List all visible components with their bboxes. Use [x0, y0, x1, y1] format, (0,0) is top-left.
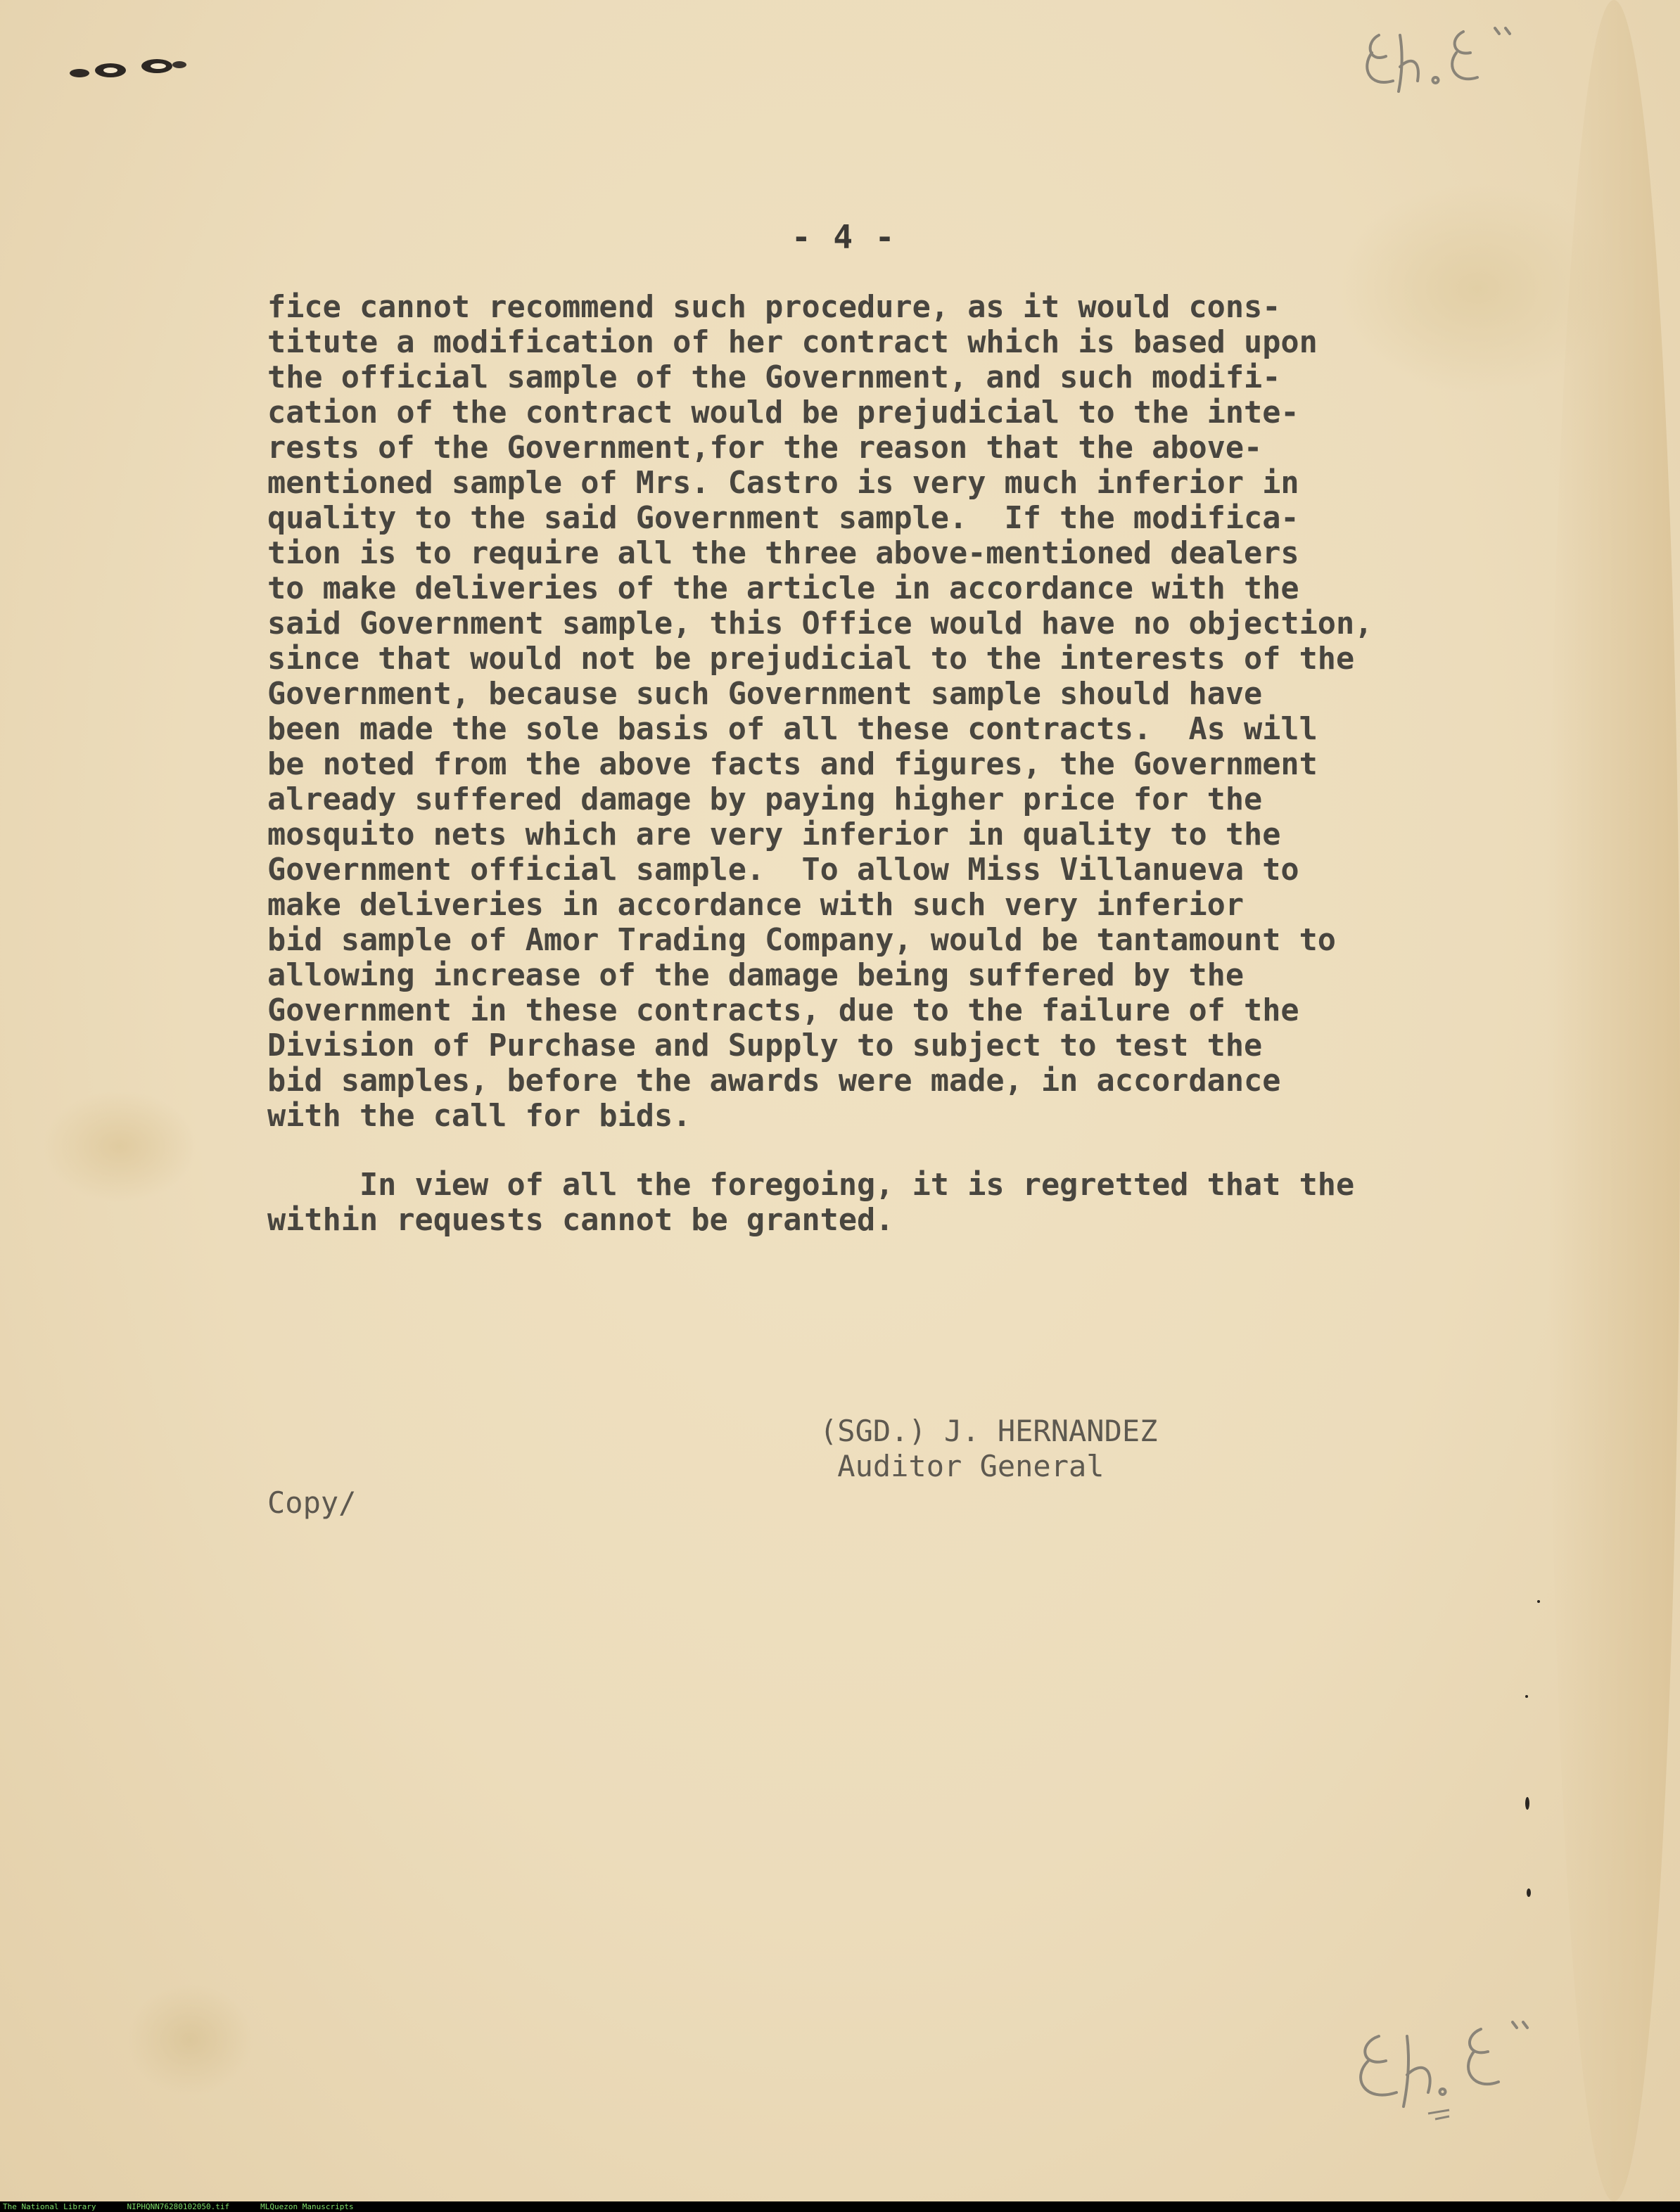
- body-line: Government official sample. To allow Miss Villanueva to: [267, 852, 1299, 888]
- body-line: titute a modification of her contract which is based upon: [267, 325, 1318, 360]
- body-line: to make deliveries of the article in accordance with the: [267, 571, 1299, 606]
- body-paragraph: [267, 290, 1534, 1134]
- burn-hole-marks: [67, 58, 193, 84]
- body-line: cation of the contract would be prejudicial to the inte-: [267, 395, 1299, 430]
- closing-line: within requests cannot be granted.: [267, 1203, 894, 1238]
- handwritten-initials-top: [1351, 14, 1555, 106]
- body-line: rests of the Government,for the reason that the above-: [267, 430, 1263, 466]
- body-line: mosquito nets which are very inferior in quality to the: [267, 817, 1281, 852]
- paper-stain: [42, 1090, 197, 1203]
- archive-footer: [0, 2201, 1680, 2212]
- body-line: Government, because such Government sample should have: [267, 677, 1263, 712]
- signatory-title: Auditor General: [820, 1449, 1105, 1483]
- paper-stain: [1548, 0, 1680, 2201]
- footer-library: The National Library: [3, 2202, 96, 2211]
- signatory-name: (SGD.) J. HERNANDEZ: [820, 1414, 1158, 1448]
- footer-collection: MLQuezon Manuscripts: [260, 2202, 354, 2211]
- punch-mark: [1525, 1695, 1528, 1698]
- body-line: bid samples, before the awards were made, in accordance: [267, 1063, 1281, 1099]
- body-line: make deliveries in accordance with such very inferior: [267, 888, 1245, 923]
- body-line: allowing increase of the damage being suffered by the: [267, 958, 1245, 993]
- punch-mark: [1537, 1600, 1540, 1603]
- closing-line: In view of all the foregoing, it is regretted that the: [267, 1168, 1355, 1203]
- body-line: mentioned sample of Mrs. Castro is very much inferior in: [267, 466, 1299, 501]
- footer-filename: NIPHQNN76280102050.tif: [127, 2202, 230, 2211]
- body-line: said Government sample, this Office would have no objection,: [267, 606, 1373, 641]
- body-line: Government in these contracts, due to the failure of the: [267, 993, 1299, 1028]
- handwritten-initials-bottom: [1337, 2008, 1569, 2128]
- body-line: with the call for bids.: [267, 1099, 692, 1134]
- body-line: Division of Purchase and Supply to subject to test the: [267, 1028, 1263, 1063]
- body-line: been made the sole basis of all these contracts. As will: [267, 712, 1318, 747]
- body-line: since that would not be prejudicial to the interests of the: [267, 641, 1355, 677]
- copy-mark: Copy/: [267, 1485, 357, 1520]
- punch-mark: [1527, 1888, 1531, 1897]
- punch-mark: [1525, 1797, 1529, 1810]
- body-line: be noted from the above facts and figures, the Government: [267, 747, 1318, 782]
- body-line: quality to the said Government sample. If the modifica-: [267, 501, 1299, 536]
- body-line: fice cannot recommend such procedure, as it would cons-: [267, 290, 1281, 325]
- page-number: - 4 -: [791, 218, 896, 256]
- body-line: tion is to require all the three above-mentioned dealers: [267, 536, 1299, 571]
- body-line: the official sample of the Government, and such modifi-: [267, 360, 1281, 395]
- body-line: already suffered damage by paying higher price for the: [267, 782, 1263, 817]
- signature-block: [820, 1414, 1157, 1484]
- closing-paragraph: [267, 1168, 1354, 1238]
- body-line: bid sample of Amor Trading Company, would be tantamount to: [267, 923, 1336, 958]
- paper-stain: [127, 1983, 253, 2096]
